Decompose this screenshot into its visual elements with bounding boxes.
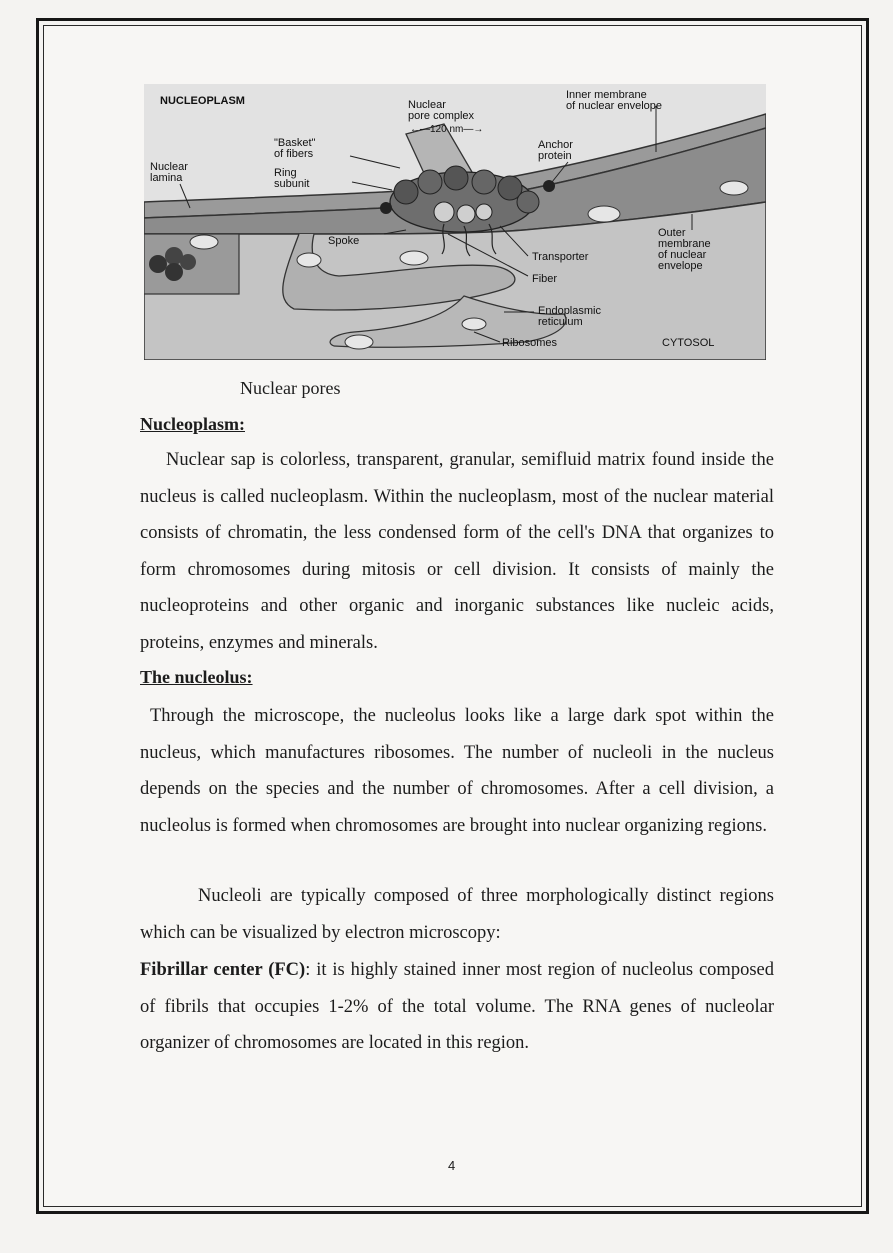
label-ring-subunit: Ring subunit [274, 167, 310, 190]
term-fibrillar-center: Fibrillar center (FC) [140, 960, 306, 980]
label-anchor-protein: Anchor protein [538, 139, 573, 162]
label-nuclear-pore-complex: Nuclear pore complex [408, 99, 475, 122]
label-nuclear-lamina: Nuclear lamina [150, 161, 188, 184]
label-cytosol: CYTOSOL [662, 337, 715, 349]
paragraph-nucleoplasm: Nuclear sap is colorless, transparent, granular, semifluid matrix found inside the nucleus is called nucleoplasm. Within the nucleoplasm, most of the nuclear material consists of chromatin, the less condensed form of the cell's DNA that organizes to form chromosomes during mitosis or cell division. It consists of mainly the nucleoproteins and other organic and inorganic substances like nucleic acids, proteins, enzymes and minerals. [140, 450, 774, 653]
label-inner-membrane: Inner membrane of nuclear envelope [566, 89, 663, 112]
label-nucleoplasm: NUCLEOPLASM [160, 95, 245, 107]
label-outer-membrane: Outer membrane of nuclear envelope [658, 227, 711, 272]
fibrillar-center-text: : it is highly stained inner most region of nucleolus composed of fibrils that occupies 1-2% of the total volume. The RNA genes of nucleolar organizer of chromosomes are located in this region. [140, 960, 774, 1053]
paragraph-nucleolus-1: Through the microscope, the nucleolus looks like a large dark spot within the nucleus, which manufactures ribosomes. The number of nucleoli in the nucleus depends on the species and the number of chromosomes. After a cell division, a nucleolus is formed when chromosomes are brought into nuclear organizing regions. [140, 706, 774, 836]
paragraph-nucleolus-2: Nucleoli are typically composed of three morphologically distinct regions which can be visualized by electron microscopy: [140, 886, 774, 943]
heading-nucleoplasm: Nucleoplasm: [140, 414, 245, 434]
label-ribosomes: Ribosomes [502, 337, 558, 349]
page-number: 4 [448, 1158, 456, 1173]
heading-nucleolus: The nucleolus: [140, 667, 253, 687]
label-fiber: Fiber [532, 273, 558, 285]
label-basket-of-fibers: "Basket" of fibers [274, 137, 316, 160]
label-transporter: Transporter [532, 251, 589, 263]
paragraph-fibrillar-center [140, 952, 774, 1062]
label-endoplasmic-reticulum: Endoplasmic reticulum [538, 305, 601, 328]
label-spoke: Spoke [328, 235, 360, 247]
nuclear-pore-figure [144, 84, 766, 360]
label-size-120nm: ←—120 nm—→ [410, 124, 484, 135]
figure-caption: Nuclear pores [240, 378, 341, 398]
